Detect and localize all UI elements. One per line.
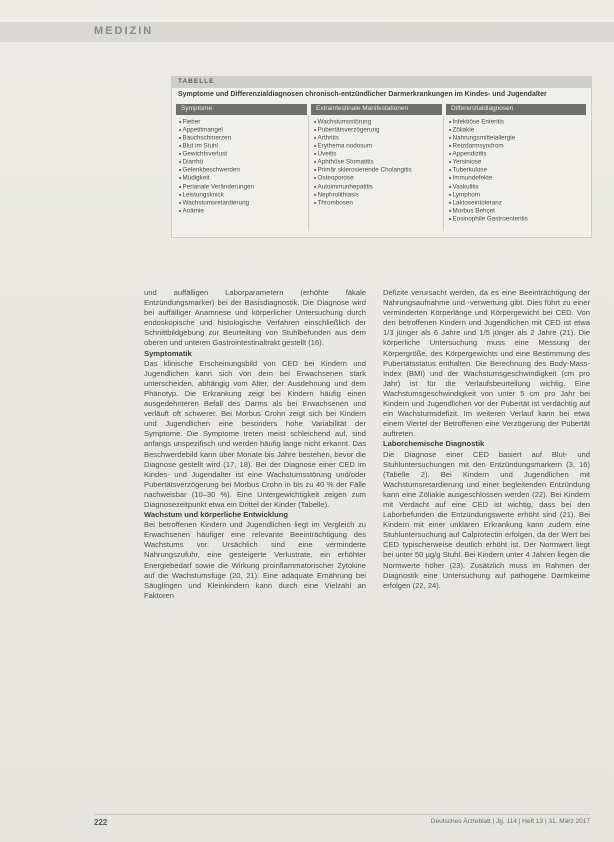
table-col-head-label: Symptome — [181, 105, 213, 112]
table-col-head-symptoms — [176, 104, 307, 115]
table-list-item: ■ Pubertätsverzögerung — [314, 126, 412, 134]
table-list-item: ■ Müdigkeit — [179, 174, 254, 182]
table-list-item: ■ Diarrhö — [179, 158, 254, 166]
table-col-head-label: Extraintestinale Manifestationen — [316, 105, 409, 112]
table-list-item: ■ Tuberkulose — [449, 166, 528, 174]
page-number: 222 — [94, 818, 108, 827]
paragraph: und auffälligen Laborparametern (erhöhte fäkale Entzündungsmarker) bei der Basisdiagnostik. Die Diagnose wird bei auffälliger Anamnese und körperlicher Untersuchung durch endoskopische und histologische Verfahren einschließlich der Schnittbildgebung zur Beurteilung von Stuhlbefunden aus dem oberen und unteren Gastrointestinaltrakt gestellt (16). — [144, 288, 366, 348]
table-list-item: ■ Nahrungsmittelallergie — [449, 134, 528, 142]
table-list-item: ■ Eosinophile Gastroenteritis — [449, 215, 528, 223]
table-col-head-diagnoses — [446, 104, 586, 115]
table-list-item: ■ Arthritis — [314, 134, 412, 142]
table-list-item: ■ Perianale Veränderungen — [179, 183, 254, 191]
subheading: Wachstum und körperliche Entwicklung — [144, 510, 289, 520]
table-list-item: ■ Blut im Stuhl — [179, 142, 254, 150]
paragraph: Bei betroffenen Kindern und Jugendlichen liegt im Vergleich zu Erwachsenen häufiger eine relevante Beeinträchtigung des Wachstums vor. Ursächlich sind eine verminderte Nahrungszufuhr, eine gesteigerte Verlustrate, ein erhöhter Energiebedarf sowie die Wirkung proinflammatorischer Zytokine auf die Wachstumsfuge (20, 21). Eine adäquate Ernährung bei Säuglingen und Kleinkindern kann durch eine Vielzahl an Faktoren — [144, 520, 366, 600]
table-list-item: ■ Laktoseintoleranz — [449, 199, 528, 207]
table-divider — [443, 116, 444, 231]
table-list-item: ■ Gelenkbeschwerden — [179, 166, 254, 174]
table-title: Symptome und Differenzialdiagnosen chronisch-entzündlicher Darmerkrankungen im Kindes- und Jugendalter — [178, 91, 547, 98]
table-list-item: ■ Thrombosen — [314, 199, 412, 207]
table-list-item: ■ Osteoporose — [314, 174, 412, 182]
section-label: MEDIZIN — [94, 25, 154, 37]
table-divider — [308, 116, 309, 231]
table-list-item: ■ Immundefekte — [449, 174, 528, 182]
table-col-symptoms — [179, 118, 254, 215]
right-text-column — [383, 288, 590, 591]
paragraph: Das klinische Erscheinungsbild von CED bei Kindern und Jugendlichen kann sich von dem bei Erwachsenen stark unterscheiden, abhängig vom Alter, der Ausdehnung und dem Phänotyp. Die Erkrankung zeigt bei Kindern häufig einen ausgedehnteren Befall des Darms als bei Erwachsenen und verläuft oft schwerer. Bei Morbus Crohn zeigt sich bei Kindern und Jugendlichen eine besonders hohe Variabilität der Symptome. Die Symptome treten meist schleichend auf, sind anfangs unspezifisch und werden häufig lange nicht erkannt. Das Beschwerdebild kann über Monate bis Jahre bestehen, bevor die Diagnose gestellt wird (17, 18). Bei der Diagnose einer CED im Kindes- und Jugendalter ist eine Wachstumsstörung und/oder Pubertätsverzögerung bei Morbus Crohn in bis zu 40 % der Fälle nachweisbar (10–30 %). Eine Untergewichtigkeit zeigen zum Diagnosezeitpunkt etwa ein Drittel der Kinder (Tabelle). — [144, 358, 366, 509]
table-list-item: ■ Gewichtsverlust — [179, 150, 254, 158]
table-list-item: ■ Wachstumsretardierung — [179, 199, 254, 207]
table-list-item: ■ Erythema nodosum — [314, 142, 412, 150]
table-list-item: ■ Appetitmangel — [179, 126, 254, 134]
header-band — [0, 22, 614, 42]
table-list-item: ■ Yersiniose — [449, 158, 528, 166]
table-list-item: ■ Leistungsknick — [179, 191, 254, 199]
table-tag — [172, 77, 591, 88]
table-list-item: ■ Primär sklerosierende Cholangitis — [314, 166, 412, 174]
table-col-head-label: Differenzialdiagnosen — [451, 105, 514, 112]
table-list-item: ■ Zöliakie — [449, 126, 528, 134]
table-list-item: ■ Vaskulitis — [449, 183, 528, 191]
table-list-item: ■ Bauchschmerzen — [179, 134, 254, 142]
table-list-item: ■ Morbus Behçet — [449, 207, 528, 215]
left-text-column — [144, 288, 366, 601]
table-list-item: ■ Nephrolithiasis — [314, 191, 412, 199]
journal-citation: Deutsches Ärzteblatt | Jg. 114 | Heft 13 | 31. März 2017 — [430, 818, 590, 825]
table-list-item: ■ Autoimmunhepatitis — [314, 183, 412, 191]
subheading: Symptomatik — [144, 348, 192, 358]
footer-divider — [94, 814, 590, 815]
table-list-item: ■ Appendizitis — [449, 150, 528, 158]
table-list-item: ■ Aphthöse Stomatitis — [314, 158, 412, 166]
table-list-item: ■ Lymphom — [449, 191, 528, 199]
table-list-item: ■ Wachstumsstörung — [314, 118, 412, 126]
table-tag-label: TABELLE — [178, 78, 215, 85]
paragraph: Die Diagnose einer CED basiert auf Blut- und Stuhluntersuchungen mit den Entzündungsmarkern (3, 16) (Tabelle 2). Bei Kindern und Jugendlichen mit Wachstumsretardierung und einer begleitenden Entzündung kann eine Zöliakie ausgeschlossen werden (22). Bei Kindern mit Verdacht auf eine CED ist wichtig, dass bei den Laborbefunden die Entzündungswerte erhöht sind (21). Bei Kindern mit einer unklaren Erkrankung kann zudem eine Stuhluntersuchung auf Calprotectin erfolgen, da der Wert bei CED typischerweise deutlich erhöht ist. Der Normwert liegt bei unter 50 µg/g Stuhl. Bei Kindern unter 4 Jahren liegen die Normwerte höher (23). Zusätzlich muss im Rahmen der Diagnostik eine Untersuchung auf pathogene Darmkeime erfolgen (22, 24). — [383, 449, 590, 590]
table-list-item: ■ Anämie — [179, 207, 254, 215]
table-list-item: ■ Uveitis — [314, 150, 412, 158]
symptom-table — [171, 76, 592, 238]
table-col-diagnoses — [449, 118, 528, 223]
subheading: Laborchemische Diagnostik — [383, 439, 485, 449]
table-list-item: ■ Infektiöse Enteritis — [449, 118, 528, 126]
table-list-item: ■ Reizdarmsyndrom — [449, 142, 528, 150]
table-col-head-manifestations — [311, 104, 442, 115]
table-list-item: ■ Fieber — [179, 118, 254, 126]
paragraph: Defizite verursacht werden, da es eine Beeinträchtigung der Nahrungsaufnahme und -verwertung gibt. Dies führt zu einer verminderten Körperlänge und Körpergewicht bei CED. Von den betroffenen Kindern und Jugendlichen mit CED ist etwa 1/3 jünger als 6 Jahre und 1/5 jünger als 2 Jahre (21). Die körperliche Untersuchung muss eine Messung der Körpergröße, des Körpergewichts und eine Bestimmung des Pubertätsstatus enthalten. Die Berechnung des Body-Mass-Index (BMI) und der Wachstumsgeschwindigkeit (cm pro Jahr) ist für die Verlaufsbeurteilung wichtig. Eine Wachstumsgeschwindigkeit von unter 5 cm pro Jahr bei Kindern und Jugendlichen vor der Pubertät ist verdächtig auf ein Wachstumsdefizit. Im weiteren Verlauf kann bei etwa einem Viertel der Betroffenen eine Verzögerung der Pubertät auftreten. — [383, 288, 590, 439]
table-col-manifestations — [314, 118, 412, 207]
